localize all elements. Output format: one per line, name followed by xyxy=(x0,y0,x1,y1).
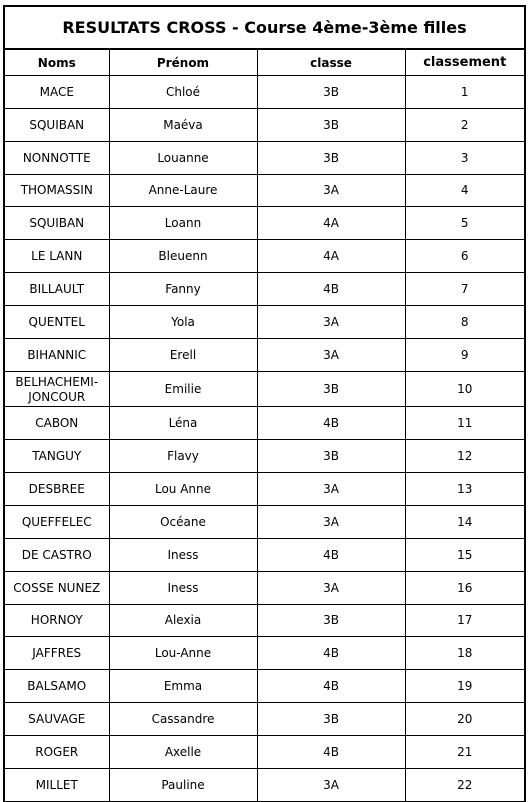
cell-classement: 16 xyxy=(405,571,524,604)
header-noms: Noms xyxy=(5,50,109,76)
cell-classement: 10 xyxy=(405,371,524,407)
cell-classe: 4A xyxy=(257,207,405,240)
cell-classe: 4B xyxy=(257,735,405,768)
header-classe: classe xyxy=(257,50,405,76)
table-row xyxy=(5,604,524,637)
cell-classement: 18 xyxy=(405,637,524,670)
cell-classement: 5 xyxy=(405,207,524,240)
cell-prenom: Flavy xyxy=(109,440,257,473)
table-row xyxy=(5,371,524,407)
cell-classe: 3A xyxy=(257,338,405,371)
cell-classe: 3A xyxy=(257,768,405,801)
table-row xyxy=(5,768,524,801)
header-prenom: Prénom xyxy=(109,50,257,76)
cell-nom: THOMASSIN xyxy=(5,174,109,207)
table-row xyxy=(5,338,524,371)
cell-classement: 9 xyxy=(405,338,524,371)
table-row xyxy=(5,273,524,306)
cell-classe: 3A xyxy=(257,174,405,207)
cell-prenom: Iness xyxy=(109,571,257,604)
cell-classe: 3B xyxy=(257,108,405,141)
table-row xyxy=(5,703,524,736)
cell-prenom: Yola xyxy=(109,305,257,338)
cell-nom: BALSAMO xyxy=(5,670,109,703)
cell-classe: 3B xyxy=(257,440,405,473)
results-body xyxy=(5,76,524,802)
cell-prenom: Océane xyxy=(109,505,257,538)
cell-nom: QUENTEL xyxy=(5,305,109,338)
cell-classement: 17 xyxy=(405,604,524,637)
cell-classement: 22 xyxy=(405,768,524,801)
cell-classe: 4B xyxy=(257,637,405,670)
table-row xyxy=(5,407,524,440)
cell-nom: ROGER xyxy=(5,735,109,768)
cell-prenom: Louanne xyxy=(109,141,257,174)
cell-nom: TANGUY xyxy=(5,440,109,473)
cell-prenom: Cassandre xyxy=(109,703,257,736)
table-row xyxy=(5,141,524,174)
table-row xyxy=(5,538,524,571)
cell-prenom: Iness xyxy=(109,538,257,571)
cell-prenom: Axelle xyxy=(109,735,257,768)
cell-nom: BELHACHEMI-JONCOUR xyxy=(5,371,109,407)
cell-prenom: Léna xyxy=(109,407,257,440)
cell-classe: 3B xyxy=(257,703,405,736)
table-row xyxy=(5,473,524,506)
cell-classement: 7 xyxy=(405,273,524,306)
page-title: RESULTATS CROSS - Course 4ème-3ème filles xyxy=(5,7,524,50)
cell-nom: CABON xyxy=(5,407,109,440)
cell-prenom: Emilie xyxy=(109,371,257,407)
cell-nom: SQUIBAN xyxy=(5,207,109,240)
cell-nom: SAUVAGE xyxy=(5,703,109,736)
cell-nom: JAFFRES xyxy=(5,637,109,670)
cell-classe: 4B xyxy=(257,407,405,440)
header-row xyxy=(5,50,524,76)
cell-classe: 4B xyxy=(257,538,405,571)
cell-prenom: Lou Anne xyxy=(109,473,257,506)
cell-prenom: Fanny xyxy=(109,273,257,306)
cell-classement: 2 xyxy=(405,108,524,141)
cell-classement: 11 xyxy=(405,407,524,440)
cell-prenom: Chloé xyxy=(109,76,257,109)
table-row xyxy=(5,670,524,703)
cell-nom: HORNOY xyxy=(5,604,109,637)
cell-prenom: Alexia xyxy=(109,604,257,637)
cell-nom: MACE xyxy=(5,76,109,109)
cell-prenom: Maéva xyxy=(109,108,257,141)
cell-nom: SQUIBAN xyxy=(5,108,109,141)
cell-nom: DESBREE xyxy=(5,473,109,506)
cell-classement: 3 xyxy=(405,141,524,174)
cell-prenom: Loann xyxy=(109,207,257,240)
cell-classement: 14 xyxy=(405,505,524,538)
results-table xyxy=(5,50,524,802)
cell-classement: 15 xyxy=(405,538,524,571)
cell-classe: 3A xyxy=(257,571,405,604)
cell-classement: 21 xyxy=(405,735,524,768)
cell-classement: 20 xyxy=(405,703,524,736)
cell-classe: 3B xyxy=(257,76,405,109)
cell-classement: 13 xyxy=(405,473,524,506)
table-row xyxy=(5,76,524,109)
cell-nom: COSSE NUNEZ xyxy=(5,571,109,604)
cell-classement: 4 xyxy=(405,174,524,207)
cell-prenom: Emma xyxy=(109,670,257,703)
cell-classe: 3B xyxy=(257,371,405,407)
cell-classement: 1 xyxy=(405,76,524,109)
table-row xyxy=(5,240,524,273)
cell-classement: 19 xyxy=(405,670,524,703)
table-row xyxy=(5,207,524,240)
table-row xyxy=(5,108,524,141)
cell-nom: BILLAULT xyxy=(5,273,109,306)
cell-classe: 3B xyxy=(257,604,405,637)
cell-prenom: Bleuenn xyxy=(109,240,257,273)
cell-nom: NONNOTTE xyxy=(5,141,109,174)
cell-classe: 3A xyxy=(257,473,405,506)
cell-classement: 6 xyxy=(405,240,524,273)
cell-classe: 4B xyxy=(257,670,405,703)
cell-prenom: Lou-Anne xyxy=(109,637,257,670)
cell-prenom: Pauline xyxy=(109,768,257,801)
cell-classement: 8 xyxy=(405,305,524,338)
cell-nom: BIHANNIC xyxy=(5,338,109,371)
cell-classe: 4A xyxy=(257,240,405,273)
cell-nom: QUEFFELEC xyxy=(5,505,109,538)
cell-classement: 12 xyxy=(405,440,524,473)
table-row xyxy=(5,174,524,207)
table-row xyxy=(5,735,524,768)
table-row xyxy=(5,440,524,473)
header-classement: classement xyxy=(405,50,524,76)
cell-prenom: Anne-Laure xyxy=(109,174,257,207)
table-row xyxy=(5,505,524,538)
results-sheet xyxy=(3,5,526,802)
cell-classe: 3B xyxy=(257,141,405,174)
cell-classe: 3A xyxy=(257,305,405,338)
table-row xyxy=(5,305,524,338)
table-row xyxy=(5,571,524,604)
cell-nom: DE CASTRO xyxy=(5,538,109,571)
cell-classe: 3A xyxy=(257,505,405,538)
table-row xyxy=(5,637,524,670)
cell-nom: MILLET xyxy=(5,768,109,801)
cell-prenom: Erell xyxy=(109,338,257,371)
cell-nom: LE LANN xyxy=(5,240,109,273)
cell-classe: 4B xyxy=(257,273,405,306)
